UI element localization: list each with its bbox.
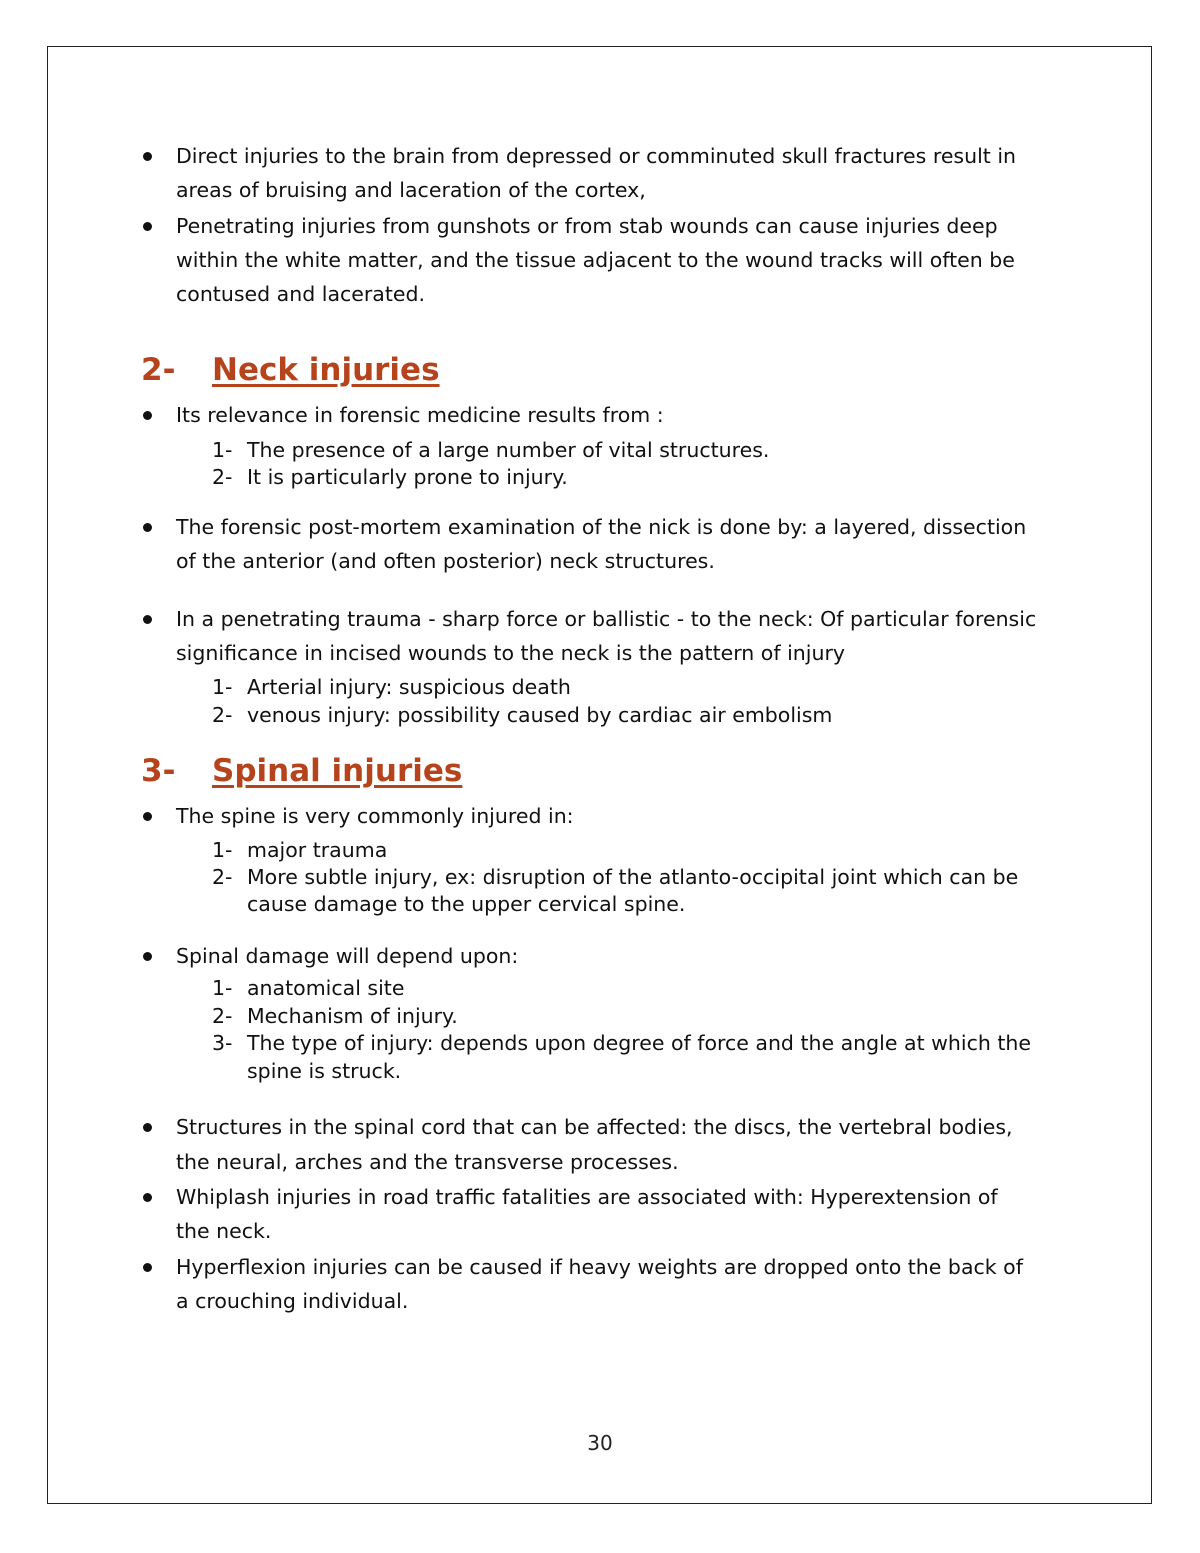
page-number: 30 xyxy=(587,1431,613,1455)
list-number: 2- xyxy=(212,865,233,889)
paragraph-line: Direct injuries to the brain from depressed or comminuted skull fractures result in xyxy=(176,144,1017,168)
list-number: 1- xyxy=(212,976,233,1000)
list-item: Mechanism of injury. xyxy=(247,1004,458,1028)
paragraph-line: the neck. xyxy=(176,1219,272,1243)
list-number: 2- xyxy=(212,1004,233,1028)
bullet-icon xyxy=(143,1193,152,1202)
section-title: Spinal injuries xyxy=(212,753,463,789)
paragraph-line: contused and lacerated. xyxy=(176,282,426,306)
list-item-continued: spine is struck. xyxy=(247,1059,402,1083)
bullet-icon xyxy=(143,615,152,624)
section-number: 2- xyxy=(141,352,176,388)
list-number: 2- xyxy=(212,703,233,727)
bullet-icon xyxy=(143,523,152,532)
bullet-icon xyxy=(143,1123,152,1132)
bullet-icon xyxy=(143,1263,152,1272)
list-number: 3- xyxy=(212,1031,233,1055)
list-item: More subtle injury, ex: disruption of the atlanto-occipital joint which can be xyxy=(247,865,1019,889)
paragraph-line: Whiplash injuries in road traffic fatalities are associated with: Hyperextension of xyxy=(176,1185,998,1209)
list-item: It is particularly prone to injury. xyxy=(247,465,568,489)
paragraph-line: The spine is very commonly injured in: xyxy=(176,804,574,828)
section-title: Neck injuries xyxy=(212,352,440,388)
paragraph-line: significance in incised wounds to the neck is the pattern of injury xyxy=(176,641,846,665)
list-number: 1- xyxy=(212,438,233,462)
bullet-icon xyxy=(143,812,152,821)
list-number: 2- xyxy=(212,465,233,489)
list-item-continued: cause damage to the upper cervical spine. xyxy=(247,892,686,916)
paragraph-line: The forensic post-mortem examination of the nick is done by: a layered, dissection xyxy=(176,515,1027,539)
bullet-icon xyxy=(143,152,152,161)
bullet-icon xyxy=(143,222,152,231)
list-item: Arterial injury: suspicious death xyxy=(247,675,571,699)
section-number: 3- xyxy=(141,753,176,789)
list-item: major trauma xyxy=(247,838,388,862)
paragraph-line: Penetrating injuries from gunshots or from stab wounds can cause injuries deep xyxy=(176,214,998,238)
paragraph-line: within the white matter, and the tissue adjacent to the wound tracks will often be xyxy=(176,248,1015,272)
paragraph-line: Structures in the spinal cord that can be affected: the discs, the vertebral bodies, xyxy=(176,1115,1013,1139)
list-item: The type of injury: depends upon degree of force and the angle at which the xyxy=(247,1031,1032,1055)
bullet-icon xyxy=(143,952,152,961)
paragraph-line: Spinal damage will depend upon: xyxy=(176,944,519,968)
bullet-icon xyxy=(143,411,152,420)
paragraph-line: Hyperflexion injuries can be caused if heavy weights are dropped onto the back of xyxy=(176,1255,1023,1279)
paragraph-line: of the anterior (and often posterior) neck structures. xyxy=(176,549,715,573)
paragraph-line: areas of bruising and laceration of the cortex, xyxy=(176,178,646,202)
list-item: The presence of a large number of vital structures. xyxy=(247,438,770,462)
list-item: venous injury: possibility caused by cardiac air embolism xyxy=(247,703,833,727)
paragraph-line: the neural, arches and the transverse processes. xyxy=(176,1150,679,1174)
list-item: anatomical site xyxy=(247,976,405,1000)
paragraph-line: Its relevance in forensic medicine results from : xyxy=(176,403,664,427)
paragraph-line: In a penetrating trauma - sharp force or ballistic - to the neck: Of particular forensic xyxy=(176,607,1037,631)
paragraph-line: a crouching individual. xyxy=(176,1289,409,1313)
list-number: 1- xyxy=(212,675,233,699)
list-number: 1- xyxy=(212,838,233,862)
